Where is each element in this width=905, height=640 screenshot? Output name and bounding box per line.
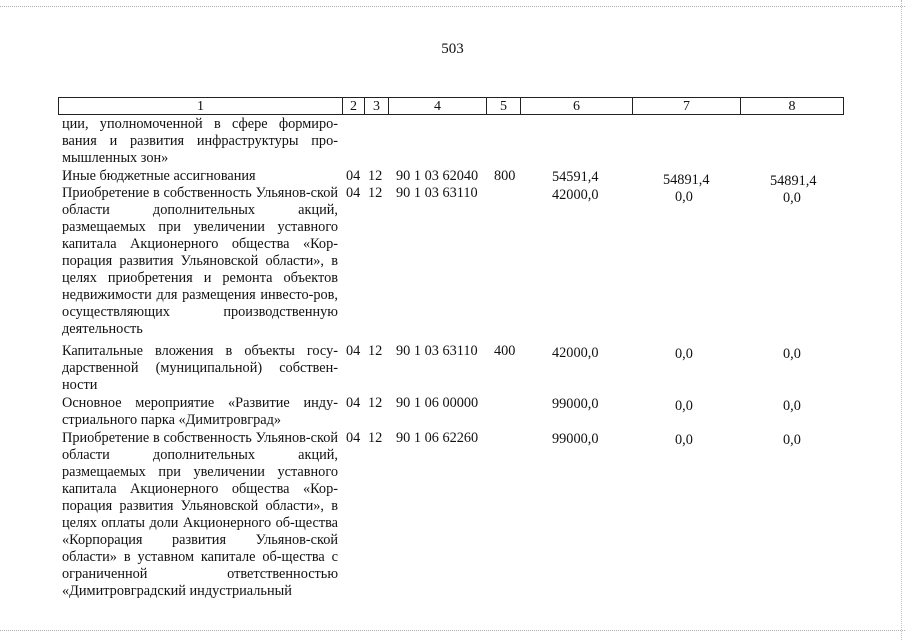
table-row-3-name: Капитальные вложения в объекты госу-дарственной (муниципальной) собствен-ности <box>62 343 338 393</box>
table-row-5-col-6: 99000,0 <box>552 431 599 447</box>
table-row-2-col-4: 90 1 03 63110 <box>396 185 478 201</box>
table-row-3-col-6: 42000,0 <box>552 345 599 361</box>
table-row-5-col-7: 0,0 <box>675 432 693 448</box>
header-col-6: 6 <box>521 98 633 114</box>
header-col-3: 3 <box>365 98 389 114</box>
table-row-5-col-4: 90 1 06 62260 <box>396 430 479 446</box>
table-row-1-col-4: 90 1 03 62040 <box>396 168 479 184</box>
table-row-3-col-3: 12 <box>368 343 383 359</box>
table-row-1-col-5: 800 <box>494 168 516 184</box>
table-row-5-col-2: 04 <box>346 430 361 446</box>
table-row-2-col-3: 12 <box>368 185 383 201</box>
table-row-5-col-3: 12 <box>368 430 383 446</box>
table-row-2-col-7: 0,0 <box>675 189 693 205</box>
table-row-2-name: Приобретение в собственность Ульянов-ской области дополнительных акций, размещаемых при увеличении уставного капитала Акционерного общества «Кор-порация развития Ульяновской области», в целях приобретения и ремонта объектов недвижимости для размещения инвесто-ров, осуществляющих производственную деятельность <box>62 185 338 337</box>
header-col-8: 8 <box>788 99 796 114</box>
table-row-2-col-2: 04 <box>346 185 361 201</box>
scan-bottom-edge <box>0 630 905 632</box>
table-row-1-col-6: 54591,4 <box>552 169 599 185</box>
table-row-5-col-8: 0,0 <box>783 432 801 448</box>
table-row-2-col-6: 42000,0 <box>552 187 599 203</box>
table-row-4-name: Основное мероприятие «Развитие инду-стриального парка «Димитровград» <box>62 395 338 428</box>
table-row-1-col-7: 54891,4 <box>663 172 710 188</box>
table-row-3-col-2: 04 <box>346 343 361 359</box>
table-row-4-col-6: 99000,0 <box>552 396 599 412</box>
table-row-4-col-3: 12 <box>368 395 383 411</box>
page-number: 503 <box>441 41 464 57</box>
table-row-3-col-8: 0,0 <box>783 346 801 362</box>
table-row-1-col-2: 04 <box>346 168 361 184</box>
header-col-1: 1 <box>59 98 343 114</box>
table-row-3-col-4: 90 1 03 63110 <box>396 343 478 359</box>
scan-edge-line <box>901 0 903 640</box>
table-row-4-col-4: 90 1 06 00000 <box>396 395 479 411</box>
table-header-row <box>58 97 844 115</box>
table-row-1-col-3: 12 <box>368 168 383 184</box>
scan-top-edge <box>0 6 905 8</box>
table-row-4-col-7: 0,0 <box>675 398 693 414</box>
header-col-5: 5 <box>487 98 521 114</box>
table-row-3-col-5: 400 <box>494 343 516 359</box>
table-row-5-name: Приобретение в собственность Ульянов-ской области дополнительных акций, размещаемых при увеличении уставного капитала Акционерного общества «Кор-порация развития Ульяновской области», в целях оплаты доли Акционерного об-щества «Корпорация развития Ульянов-ской области» в уставном капитале об-щества с ограниченной ответственностью «Димитровградский индустриальный <box>62 430 338 599</box>
table-row-3-col-7: 0,0 <box>675 346 693 362</box>
header-col-4: 4 <box>389 98 487 114</box>
table-row-0-name: ции, уполномоченной в сфере формиро-вания и развития инфраструктуры про-мышленных зон» <box>62 116 338 166</box>
header-col-7: 7 <box>633 98 741 114</box>
table-row-4-col-8: 0,0 <box>783 398 801 414</box>
header-col-2: 2 <box>343 98 365 114</box>
table-row-1-name: Иные бюджетные ассигнования <box>62 168 256 184</box>
table-row-2-col-8: 0,0 <box>783 190 801 206</box>
table-row-1-col-8: 54891,4 <box>770 173 817 189</box>
table-row-4-col-2: 04 <box>346 395 361 411</box>
